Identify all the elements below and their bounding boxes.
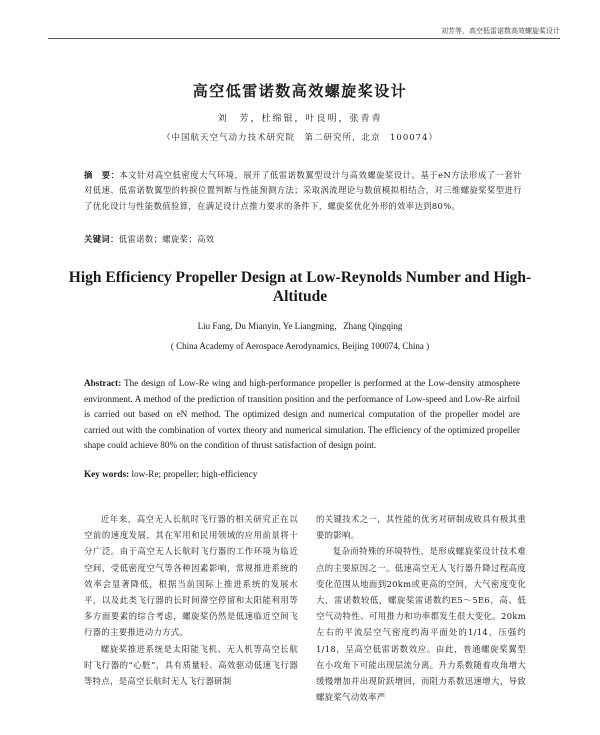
chinese-keywords-text: 低雷诺数；螺旋桨；高效 xyxy=(118,234,215,244)
chinese-affiliation: （中国航天空气动力技术研究院 第二研究所，北京 100074） xyxy=(162,133,438,143)
chinese-keywords xyxy=(84,233,522,245)
header-rule xyxy=(48,38,560,39)
chinese-keywords-label: 关键词： xyxy=(84,234,119,244)
body-right-column xyxy=(316,511,526,705)
chinese-abstract-text: 本文针对高空低密度大气环境，展开了低雷诺数翼型设计与高效螺旋桨设计。基于eN方法形成了一套针对低速、低雷诺数翼型的转捩位置判断与性能预测方法；采取涡流理论与数值模拟相结合，对三维螺旋桨桨型进行了优化设计与性能数值验算，在满足设计点推力要求的条件下，螺旋桨优化外形的效率达到80%。 xyxy=(84,170,522,211)
chinese-abstract-label: 摘 要： xyxy=(84,170,120,180)
chinese-abstract xyxy=(84,168,522,214)
body-paragraph: 近年来，高空无人长航时飞行器的相关研究正在以空前的速度发展，其在军用和民用领域的应用前景将十分广泛。由于高空无人长航时飞行器的工作环境为临近空间，受低密度空气等各种因素影响，常规推进系统的效率会显著降低，根据当前国际上推进系统的发展水平，以及此类飞行器的长时间滞空停留和太阳能利用等多方面要素的综合考虑，螺旋桨仍然是低速临近空间飞行器的主要推进动力方式。 xyxy=(84,514,298,638)
chinese-title: 高空低雷诺数高效螺旋桨设计 xyxy=(192,82,408,100)
body-left-column xyxy=(84,511,298,689)
chinese-authors: 刘 芳，杜绵银，叶良明，张青青 xyxy=(217,114,383,124)
english-authors: Liu Fang, Du Mianyin, Ye Liangming，Zhang Qingqing xyxy=(197,321,403,331)
english-abstract xyxy=(84,376,520,454)
body-paragraph: 复杂而特殊的环境特性，是形成螺旋桨设计技术难点的主要原因之一。低速高空无人飞行器升降过程高度变化范围从地面到20km或更高的空间，大气密度变化大，雷诺数较低，螺旋桨雷诺数约E5～5E6，高、低空气动特性、可用推力和功率都发生很大变化。20km左右的平流层空气密度约海平面处的1/14，压强约1/18，呈高空低雷诺数效应。由此，普通螺旋桨翼型在小攻角下可能出现层流分离。升力系数随着攻角增大缓慢增加并出现阶跃增回，而阻力系数迅速增大，导致螺旋桨气动效率严 xyxy=(316,546,526,703)
english-abstract-text: The design of Low-Re wing and high-performance propeller is performed at the Low-density atmosphere environment. A method of the prediction of transition position and the performance of Low-speed and Low-Re airfoil is carried out based on eN method. The optimized design and numerical computation of the propeller model are carried out with the combination of vortex theory and numerical simulation. The efficiency of the optimized propeller shape could achieve 80% on the condition of thrust satisfaction of design point. xyxy=(84,378,520,450)
english-title: High Efficiency Propeller Design at Low-Reynolds Number and High-Altitude xyxy=(68,269,532,305)
english-affiliation: ( China Academy of Aerospace Aerodynamics, Beijing 100074, China ) xyxy=(170,341,430,351)
body-paragraph: 的关键技术之一，其性能的优劣对研制成败具有极其重要的影响。 xyxy=(316,514,526,541)
english-keywords-label: Key words: xyxy=(84,469,130,479)
running-header: 刘芳等，高空低雷诺数高效螺旋桨设计 xyxy=(441,27,560,35)
english-keywords xyxy=(84,469,257,479)
english-keywords-text: low-Re; propeller; high-efficiency xyxy=(131,469,258,479)
body-paragraph: 螺旋桨推进系统是太阳能飞机、无人机等高空长航时飞行器的“心脏”，具有质量轻、高效驱动低速飞行器等特点，是高空长航时无人飞行器研制 xyxy=(84,643,298,687)
english-abstract-label: Abstract: xyxy=(84,378,122,388)
